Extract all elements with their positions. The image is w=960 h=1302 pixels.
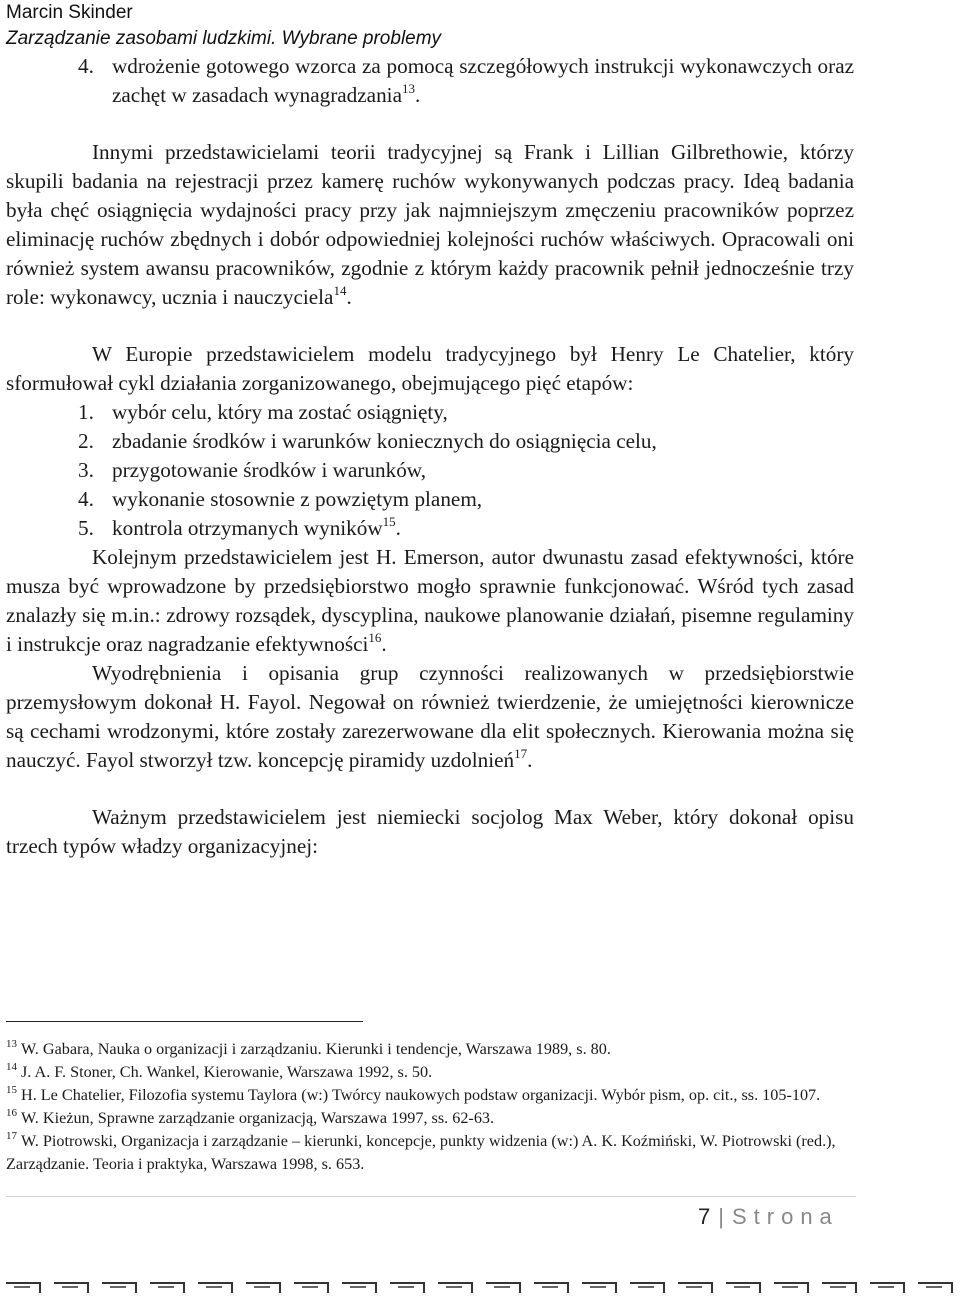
- footnote-number: 13: [6, 1038, 17, 1050]
- list-item: [6, 52, 854, 110]
- paragraph-le-chatelier: W Europie przedstawicielem modelu tradycyjnego był Henry Le Chatelier, który sformułował cykl działania zorganizowanego, obejmującego pięć etapów:: [6, 342, 854, 395]
- stage-item: [6, 485, 854, 514]
- footnote: [6, 1038, 854, 1061]
- list-text: [112, 514, 854, 543]
- punctuation: .: [527, 748, 533, 772]
- footnote-ref: 16: [368, 630, 382, 645]
- footnote-text: H. Le Chatelier, Filozofia systemu Taylora (w:) Twórcy naukowych podstaw organizacji. Wybór pism, op. cit., ss. 105-107.: [21, 1086, 821, 1104]
- footnote-separator: [6, 1021, 363, 1022]
- footnote-number: 16: [6, 1107, 17, 1119]
- list-text-body: przygotowanie środków i warunków,: [112, 458, 427, 482]
- page-number-label: Strona: [731, 1204, 839, 1229]
- footnote-number: 14: [6, 1061, 17, 1073]
- document-body: [6, 52, 854, 861]
- footnote: [6, 1061, 854, 1084]
- list-number: 5.: [78, 516, 94, 540]
- list-text: [112, 398, 854, 427]
- list-text: [112, 52, 854, 110]
- footnote: [6, 1084, 854, 1107]
- page-number-separator: |: [718, 1204, 724, 1229]
- footnote-text: J. A. F. Stoner, Ch. Wankel, Kierowanie, Warszawa 1992, s. 50.: [21, 1063, 433, 1081]
- paragraph-weber: Ważnym przedstawicielem jest niemiecki socjolog Max Weber, który dokonał opisu trzech typów władzy organizacyjnej:: [6, 805, 854, 858]
- list-number: 4.: [78, 487, 94, 511]
- list-number: 4.: [78, 54, 94, 78]
- page-number: [698, 1202, 839, 1232]
- footnote-ref: 17: [514, 746, 528, 761]
- footnote-ref: 15: [382, 514, 396, 529]
- list-text-body: zbadanie środków i warunków koniecznych do osiągnięcia celu,: [112, 429, 657, 453]
- punctuation: .: [346, 285, 352, 309]
- punctuation: .: [414, 83, 421, 107]
- paragraph-text: Innymi przedstawicielami teorii tradycyjnej są Frank i Lillian Gilbrethowie, którzy skupili badania na rejestracji przez kamerę ruchów wykonywanych podczas pracy. Ideą badania była chęć osiągnięcia wydajności pracy przy jak najmniejszym zmęczeniu pracowników poprzez eliminację ruchów zbędnych i dobór odpowiedniej kolejności ruchów właściwych. Opracowali oni również system awansu pracowników, zgodnie z którym każdy pracownik pełnił jednocześnie trzy role: wykonawcy, ucznia i nauczyciela: [6, 140, 854, 309]
- paragraph-gilbreth: [6, 138, 854, 312]
- footnote-number: 15: [6, 1084, 17, 1096]
- footnote-ref: 13: [401, 81, 415, 96]
- list-text-body: wykonanie stosownie z powziętym planem,: [112, 487, 483, 511]
- punctuation: .: [395, 516, 401, 540]
- punctuation: .: [381, 632, 387, 656]
- stages-list: [6, 398, 854, 543]
- paragraph-text: Kolejnym przedstawicielem jest H. Emerson, autor dwunastu zasad efektywności, które musza być wprowadzone by przedsiębiorstwo mogło sprawnie funkcjonować. Wśród tych zasad znalazły się m.in.: zdrowy rozsądek, dyscyplina, naukowe planowanie działań, pisemne regulaminy i instrukcje oraz nagradzanie efektywności: [6, 545, 854, 656]
- decorative-border: [0, 1278, 960, 1298]
- footnote-text: W. Gabara, Nauka o organizacji i zarządzaniu. Kierunki i tendencje, Warszawa 1989, s. 80.: [21, 1040, 611, 1058]
- list-text-body: wdrożenie gotowego wzorca za pomocą szczegółowych instrukcji wykonawczych oraz zachęt w zasadach wynagradzania: [112, 54, 854, 107]
- header-author: Marcin Skinder: [6, 2, 133, 23]
- paragraph-text: Wyodrębnienia i opisania grup czynności realizowanych w przedsiębiorstwie przemysłowym dokonał H. Fayol. Negował on również twierdzenie, że umiejętności kierownicze są cechami wrodzonymi, które zostały zarezerwowane dla elit społecznych. Kierowania można się nauczyć. Fayol stworzył tzw. koncepcję piramidy uzdolnień: [6, 661, 854, 772]
- list-text: [112, 456, 854, 485]
- paragraph-emerson: [6, 543, 854, 659]
- list-text-body: kontrola otrzymanych wyników: [112, 516, 383, 540]
- footer-rule: [6, 1196, 856, 1197]
- list-text: [112, 485, 854, 514]
- page-header: [6, 0, 441, 52]
- list-number: 2.: [78, 429, 94, 453]
- list-text-body: wybór celu, który ma zostać osiągnięty,: [112, 400, 448, 424]
- paragraph-fayol: [6, 659, 854, 775]
- page-number-value: 7: [698, 1204, 711, 1229]
- footnote-ref: 14: [333, 283, 347, 298]
- stage-item: [6, 427, 854, 456]
- header-title: Zarządzanie zasobami ludzkimi. Wybrane problemy: [6, 28, 442, 49]
- footnote-text: W. Piotrowski, Organizacja i zarządzanie – kierunki, koncepcje, punkty widzenia (w:) A. K. Koźmiński, W. Piotrowski (red.), Zarządzanie. Teoria i praktyka, Warszawa 1998, s. 653.: [6, 1132, 836, 1173]
- footnote-number: 17: [6, 1130, 17, 1142]
- list-number: 3.: [78, 458, 94, 482]
- stage-item: [6, 514, 854, 543]
- list-text: [112, 427, 854, 456]
- stage-item: [6, 398, 854, 427]
- list-number: 1.: [78, 400, 94, 424]
- footnote: [6, 1107, 854, 1130]
- stage-item: [6, 456, 854, 485]
- footnote-text: W. Kieżun, Sprawne zarządzanie organizacją, Warszawa 1997, ss. 62-63.: [21, 1109, 495, 1127]
- footnotes: [6, 1038, 854, 1176]
- footnote: [6, 1130, 854, 1176]
